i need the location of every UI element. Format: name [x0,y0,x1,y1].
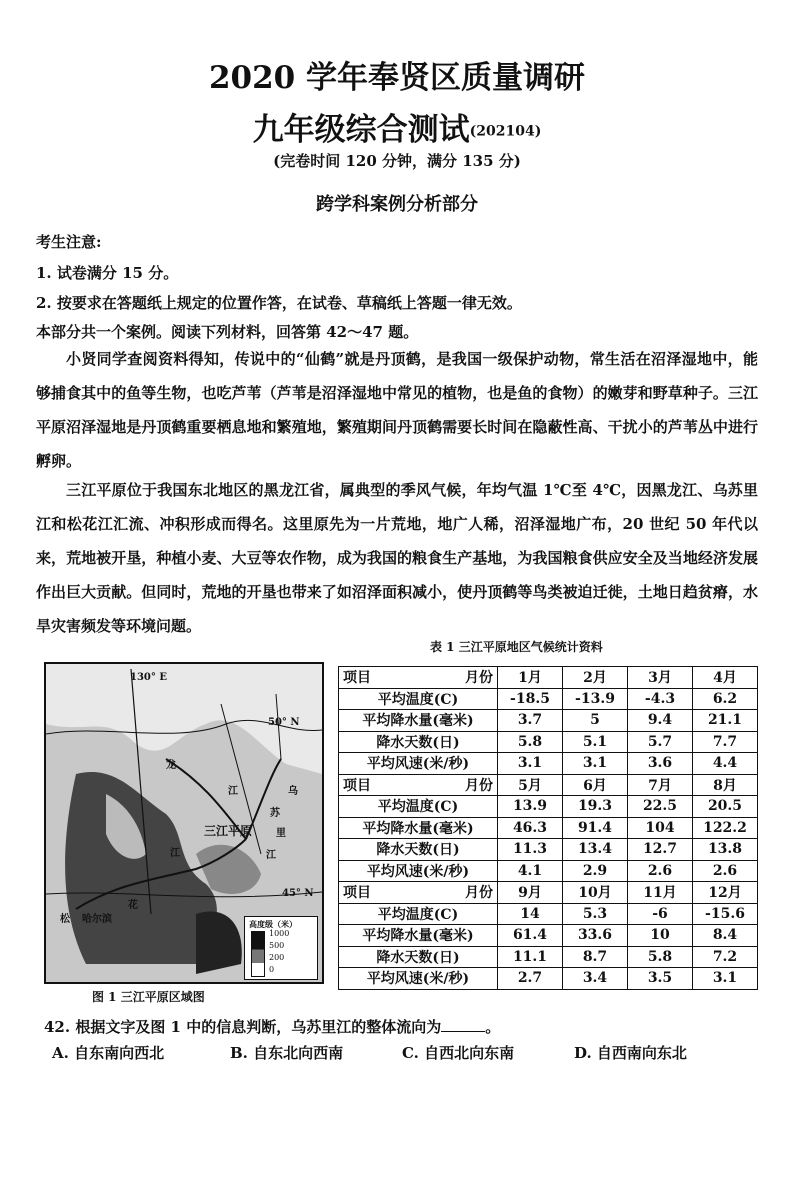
table-cell: 2.7 [498,968,563,990]
table-cell: 13.8 [693,839,758,861]
table-cell: 10 [628,925,693,947]
option-c[interactable]: C. 自西北向东南 [402,1044,515,1062]
table-row [339,925,758,947]
row-label: 平均风速(米/秒) [339,860,498,882]
month-cell: 6月 [563,774,628,796]
legend-tick: 200 [269,953,285,962]
month-cell: 5月 [498,774,563,796]
plain-label: 三江平原 [204,824,253,838]
exam-name: 九年级综合测试 [252,112,470,148]
table-cell: 20.5 [693,796,758,818]
table-cell: -15.6 [693,903,758,925]
header-item: 项目 [343,777,371,794]
table-row [339,968,758,990]
table-cell: 19.3 [563,796,628,818]
exam-subtitle: (完卷时间 120 分钟，满分 135 分) [273,152,521,170]
table-cell: 3.7 [498,710,563,732]
lat45-label: 45° N [282,888,314,899]
row-label: 平均温度(C) [339,903,498,925]
table-cell: 13.4 [563,839,628,861]
legend-tick: 0 [269,965,275,974]
table-cell: 7.7 [693,731,758,753]
table-row [339,731,758,753]
table-cell: 4.1 [498,860,563,882]
option-b[interactable]: B. 自东北向西南 [230,1044,344,1062]
table-row [339,860,758,882]
exam-code: (202104) [469,123,542,140]
header-cell [339,774,498,796]
table-cell: 13.9 [498,796,563,818]
table-cell: 8.4 [693,925,758,947]
table-row [339,817,758,839]
table-row [339,839,758,861]
month-cell: 9月 [498,882,563,904]
table-cell: 122.2 [693,817,758,839]
row-label: 平均风速(米/秒) [339,968,498,990]
month-cell: 11月 [628,882,693,904]
river-label-9: 江 [170,848,180,859]
header-month: 月份 [465,885,493,902]
table-cell: 5.8 [498,731,563,753]
table-cell: 3.4 [563,968,628,990]
map-figure [44,662,324,984]
table-cell: 22.5 [628,796,693,818]
lon-label: 130° E [130,672,167,683]
table-cell: 11.1 [498,946,563,968]
river-label-3: 乌 [288,786,298,797]
table-cell: 91.4 [563,817,628,839]
question-stem: 42. 根据文字及图 1 中的信息判断，乌苏里江的整体流向为 [44,1018,442,1036]
table-cell: 5.3 [563,903,628,925]
row-label: 平均降水量(毫米) [339,710,498,732]
table-cell: 3.1 [563,753,628,775]
option-a[interactable]: A. 自东南向西北 [52,1044,165,1062]
table-header-row [339,774,758,796]
table-cell: 5.1 [563,731,628,753]
table-cell: 4.4 [693,753,758,775]
river-label-1: 龙 [166,760,176,771]
row-label: 平均降水量(毫米) [339,925,498,947]
answer-blank[interactable] [441,1017,485,1032]
table-header-row [339,667,758,689]
table-cell: 7.2 [693,946,758,968]
table-cell: 11.3 [498,839,563,861]
month-cell: 12月 [693,882,758,904]
table-caption: 表 1 三江平原地区气候统计资料 [430,640,603,654]
table-cell: 8.7 [563,946,628,968]
table-cell: 21.1 [693,710,758,732]
legend-tick: 1000 [269,929,290,938]
month-cell: 4月 [693,667,758,689]
header-item: 项目 [343,670,371,687]
row-label: 降水天数(日) [339,946,498,968]
question-stem-end: 。 [485,1018,501,1036]
table-cell: 61.4 [498,925,563,947]
table-row [339,710,758,732]
row-label: 平均降水量(毫米) [339,817,498,839]
header-cell [339,667,498,689]
table-cell: 6.2 [693,688,758,710]
table-cell: 46.3 [498,817,563,839]
table-cell: 2.6 [693,860,758,882]
table-cell: -4.3 [628,688,693,710]
month-cell: 10月 [563,882,628,904]
river-label-6: 江 [266,850,276,861]
table-row [339,903,758,925]
header-cell [339,882,498,904]
section-title: 跨学科案例分析部分 [316,194,478,215]
header-month: 月份 [465,670,493,687]
row-label: 平均温度(C) [339,688,498,710]
month-cell: 1月 [498,667,563,689]
river-label-8: 花 [128,900,138,911]
month-cell: 8月 [693,774,758,796]
row-label: 降水天数(日) [339,839,498,861]
table-cell: 5 [563,710,628,732]
title-line1: 2020 学年奉贤区质量调研 [208,60,586,96]
table-cell: 3.1 [498,753,563,775]
row-label: 平均温度(C) [339,796,498,818]
table-cell: 2.6 [628,860,693,882]
table-cell: 33.6 [563,925,628,947]
figure-caption: 图 1 三江平原区域图 [92,990,205,1004]
paragraph-1: 小贤同学查阅资料得知，传说中的“仙鹤”就是丹顶鹤，是我国一级保护动物，常生活在沼泽湿地中，能够捕食其中的鱼等生物，也吃芦苇（芦苇是沼泽湿地中常见的植物，也是鱼的食物）的嫩芽和野草种子。三江平原沼泽湿地是丹顶鹤重要栖息地和繁殖地，繁殖期间丹顶鹤需要长时间在隐蔽性高、干扰小的芦苇丛中进行孵卵。 [36,350,758,470]
header-item: 项目 [343,885,371,902]
table-cell: -13.9 [563,688,628,710]
lat50-label: 50° N [268,717,300,728]
height-legend [244,916,318,980]
table-header-row [339,882,758,904]
table-row [339,796,758,818]
river-label-4: 苏 [270,808,280,819]
table-cell: 2.9 [563,860,628,882]
intro-line: 本部分共一个案例。阅读下列材料，回答第 42～47 题。 [36,323,419,341]
table-row [339,753,758,775]
note-1: 1. 试卷满分 15 分。 [36,264,179,282]
table-row [339,946,758,968]
river-label-7: 松 [60,914,70,925]
legend-bar [251,931,265,977]
table-cell: 12.7 [628,839,693,861]
table-cell: 3.5 [628,968,693,990]
title-line2 [0,104,794,149]
month-cell: 7月 [628,774,693,796]
legend-title: 高度级（米） [249,919,297,929]
table-cell: 3.1 [693,968,758,990]
option-d[interactable]: D. 自西南向东北 [574,1044,687,1062]
table-cell: 5.7 [628,731,693,753]
table-row [339,688,758,710]
header-month: 月份 [465,777,493,794]
table-cell: 5.8 [628,946,693,968]
climate-table [338,666,758,990]
table-cell: -18.5 [498,688,563,710]
note-2: 2. 按要求在答题纸上规定的位置作答，在试卷、草稿纸上答题一律无效。 [36,294,522,312]
table-cell: 14 [498,903,563,925]
table-cell: -6 [628,903,693,925]
row-label: 降水天数(日) [339,731,498,753]
river-label-5: 里 [276,828,286,839]
legend-tick: 500 [269,941,285,950]
month-cell: 3月 [628,667,693,689]
notes-heading: 考生注意: [36,233,102,251]
river-label-2: 江 [228,786,238,797]
question-42 [44,1016,500,1037]
table-cell: 104 [628,817,693,839]
month-cell: 2月 [563,667,628,689]
table-cell: 3.6 [628,753,693,775]
table-cell: 9.4 [628,710,693,732]
city-label: 哈尔滨 [82,914,112,925]
paragraph-2: 三江平原位于我国东北地区的黑龙江省，属典型的季风气候，年均气温 1℃至 4℃，因黑龙江、乌苏里江和松花江汇流、冲积形成而得名。这里原先为一片荒地，地广人稀，沼泽湿地广布，20 世纪 50 年代以来，荒地被开垦，种植小麦、大豆等农作物，成为我国的粮食生产基地，为我国粮食供应安全及当地经济发展作出巨大贡献。但同时，荒地的开垦也带来了如沼泽面积减小，使丹顶鹤等鸟类被迫迁徙，土地日趋贫瘠，水旱灾害频发等环境问题。 [36,481,758,635]
row-label: 平均风速(米/秒) [339,753,498,775]
